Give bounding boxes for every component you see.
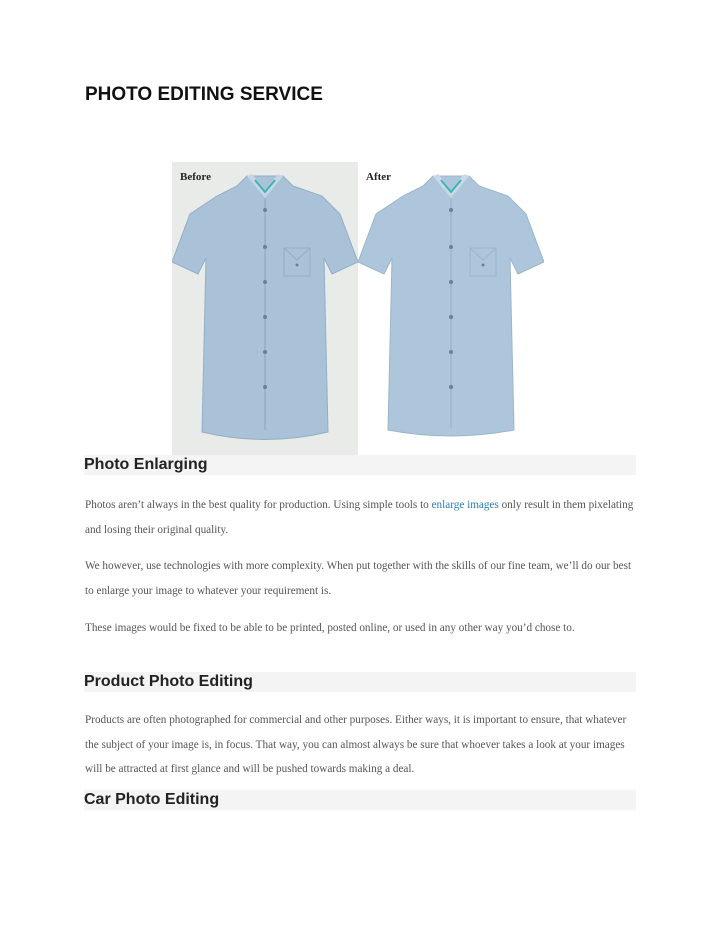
shirt-before-image [172,162,358,456]
before-label: Before [180,171,211,183]
shirt-after-image [358,162,544,456]
paragraph-text: Photos aren’t always in the best quality for production. Using simple tools to [85,499,432,511]
product-photo-editing-paragraph-1: Products are often photographed for commercial and other purposes. Either ways, it is important to ensure, that whatever the subject of your image is, in focus. That way, you can almost always be sure that whoever takes a look at your images will be attracted at first glance and will be pushed towards making a deal. [85,714,627,775]
section-heading-photo-enlarging: Photo Enlarging [84,455,636,475]
enlarge-images-link[interactable]: enlarge images [431,499,499,511]
before-after-image [172,162,544,456]
after-label: After [366,171,392,183]
after-panel [358,162,544,456]
page-title: PHOTO EDITING SERVICE [85,84,323,105]
paragraph-text: only result in them pixelating and losing their original quality. [85,499,634,536]
photo-enlarging-paragraph-1 [85,493,637,542]
section-heading-car-photo-editing: Car Photo Editing [84,790,636,810]
photo-enlarging-paragraph-2: We however, use technologies with more complexity. When put together with the skills of our fine team, we’ll do our best to enlarge your image to whatever your requirement is. [85,560,632,597]
before-panel [172,162,358,456]
section-heading-product-photo-editing: Product Photo Editing [84,672,636,692]
photo-enlarging-paragraph-3: These images would be fixed to be able to be printed, posted online, or used in any other way you’d chose to. [85,622,575,634]
